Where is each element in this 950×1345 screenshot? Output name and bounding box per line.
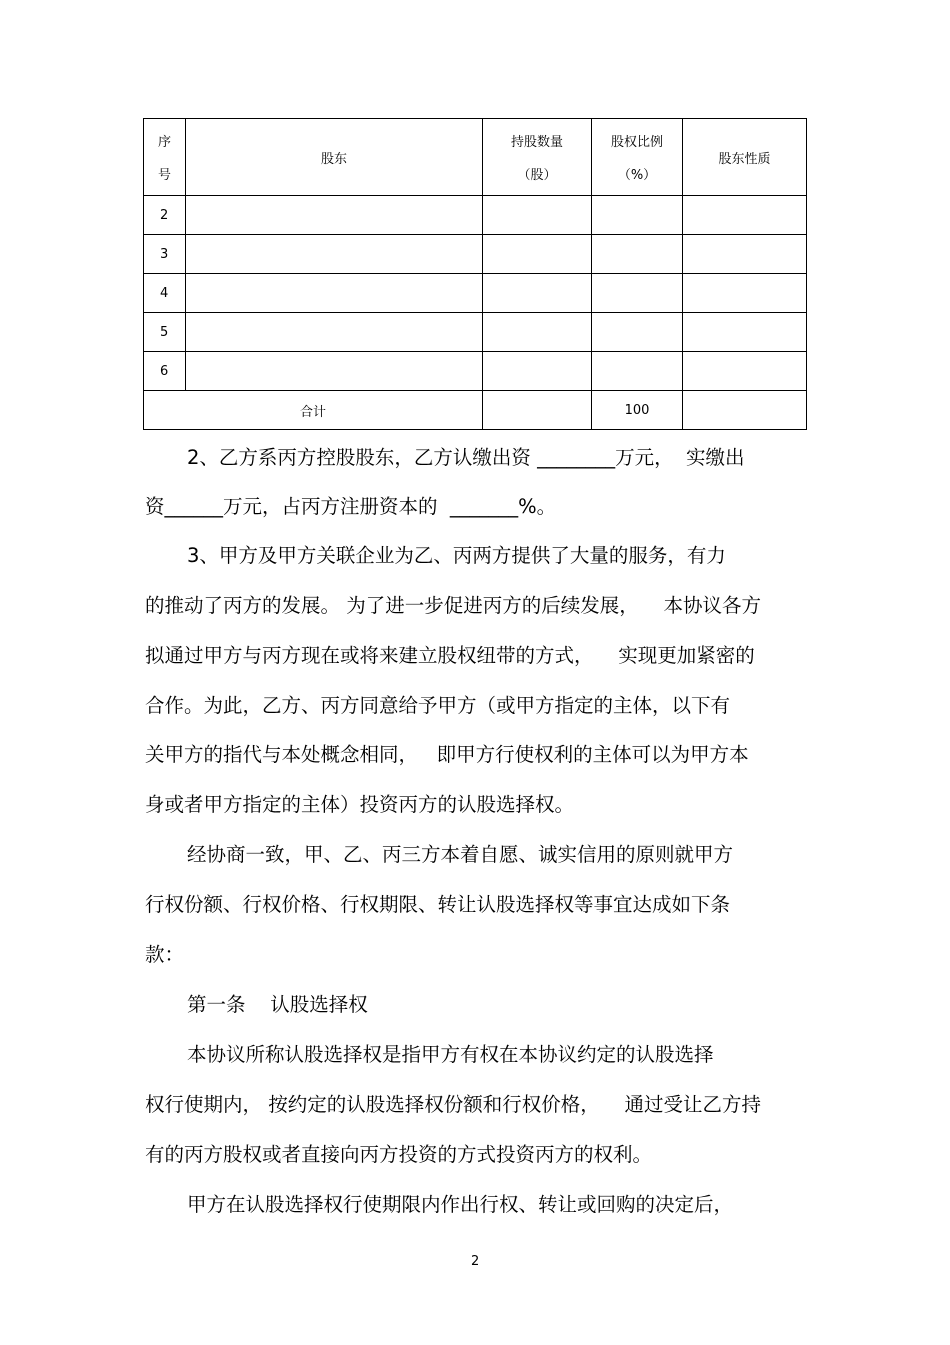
cell-shares (483, 235, 592, 274)
cell-shares (483, 196, 592, 235)
cell-nature (683, 196, 807, 235)
cell-shareholder (186, 352, 483, 391)
cell-shareholder (186, 313, 483, 352)
cell-shares (483, 274, 592, 313)
header-nature: 股东性质 (683, 119, 807, 196)
paragraph-line: 合作。为此，乙方、丙方同意给予甲方（或甲方指定的主体，以下有 (145, 694, 731, 717)
header-seq-line2: 号 (157, 168, 171, 183)
cell-shareholder (186, 235, 483, 274)
header-ratio-line1: 股权比例 (610, 135, 663, 150)
article-heading: 第一条 认股选择权 (187, 993, 368, 1016)
paragraph-line: 3、甲方及甲方关联企业为乙、丙两方提供了大量的服务，有力 (187, 544, 726, 567)
row-number: 2 (144, 196, 186, 235)
table-row (144, 352, 807, 391)
paragraph-line: 经协商一致，甲、乙、丙三方本着自愿、诚实信用的原则就甲方 (187, 843, 734, 866)
cell-ratio (592, 196, 683, 235)
row-number: 4 (144, 274, 186, 313)
cell-nature (683, 313, 807, 352)
cell-ratio (592, 235, 683, 274)
header-shares-line1: 持股数量 (510, 135, 563, 150)
header-shares-line2: （股） (517, 168, 557, 183)
paragraph-line: 权行使期内， 按约定的认股选择权份额和行权价格， 通过受让乙方持 (145, 1093, 761, 1116)
paragraph-line: 行权份额、行权价格、行权期限、转让认股选择权等事宜达成如下条 (145, 893, 731, 916)
paragraph-line: 身或者甲方指定的主体）投资丙方的认股选择权。 (145, 793, 575, 816)
total-ratio: 100 (592, 391, 683, 430)
paragraph-line: 资______万元，占丙方注册资本的 _______%。 (145, 495, 557, 518)
cell-ratio (592, 274, 683, 313)
row-number: 5 (144, 313, 186, 352)
total-nature (683, 391, 807, 430)
row-number: 3 (144, 235, 186, 274)
header-ratio-line2: （%） (617, 168, 657, 183)
paragraph-line: 有的丙方股权或者直接向丙方投资的方式投资丙方的权利。 (145, 1143, 653, 1166)
paragraph-line: 甲方在认股选择权行使期限内作出行权、转让或回购的决定后， (187, 1193, 734, 1216)
cell-ratio (592, 352, 683, 391)
header-ratio (592, 119, 683, 196)
page-number: 2 (471, 1254, 480, 1269)
header-shareholder: 股东 (186, 119, 483, 196)
header-shares (483, 119, 592, 196)
header-seq (144, 119, 186, 196)
paragraph-line: 拟通过甲方与丙方现在或将来建立股权纽带的方式， 实现更加紧密的 (145, 644, 755, 667)
total-shares (483, 391, 592, 430)
paragraph-line: 关甲方的指代与本处概念相同， 即甲方行使权利的主体可以为甲方本 (145, 743, 749, 766)
table-row (144, 313, 807, 352)
cell-shares (483, 313, 592, 352)
cell-shareholder (186, 274, 483, 313)
table-row (144, 235, 807, 274)
cell-nature (683, 274, 807, 313)
paragraph-line: 2、乙方系丙方控股股东，乙方认缴出资 ________万元， 实缴出 (187, 446, 745, 469)
table-header-row (144, 119, 807, 196)
cell-nature (683, 235, 807, 274)
paragraph-line: 的推动了丙方的发展。 为了进一步促进丙方的后续发展， 本协议各方 (145, 594, 761, 617)
cell-ratio (592, 313, 683, 352)
header-seq-line1: 序 (157, 135, 171, 150)
total-label: 合计 (144, 391, 483, 430)
paragraph-line: 款： (145, 943, 185, 966)
cell-shareholder (186, 196, 483, 235)
table-total-row (144, 391, 807, 430)
cell-shares (483, 352, 592, 391)
paragraph-line: 本协议所称认股选择权是指甲方有权在本协议约定的认股选择 (187, 1043, 714, 1066)
row-number: 6 (144, 352, 186, 391)
cell-nature (683, 352, 807, 391)
table-row (144, 196, 807, 235)
table-row (144, 274, 807, 313)
shareholder-table (143, 118, 807, 430)
